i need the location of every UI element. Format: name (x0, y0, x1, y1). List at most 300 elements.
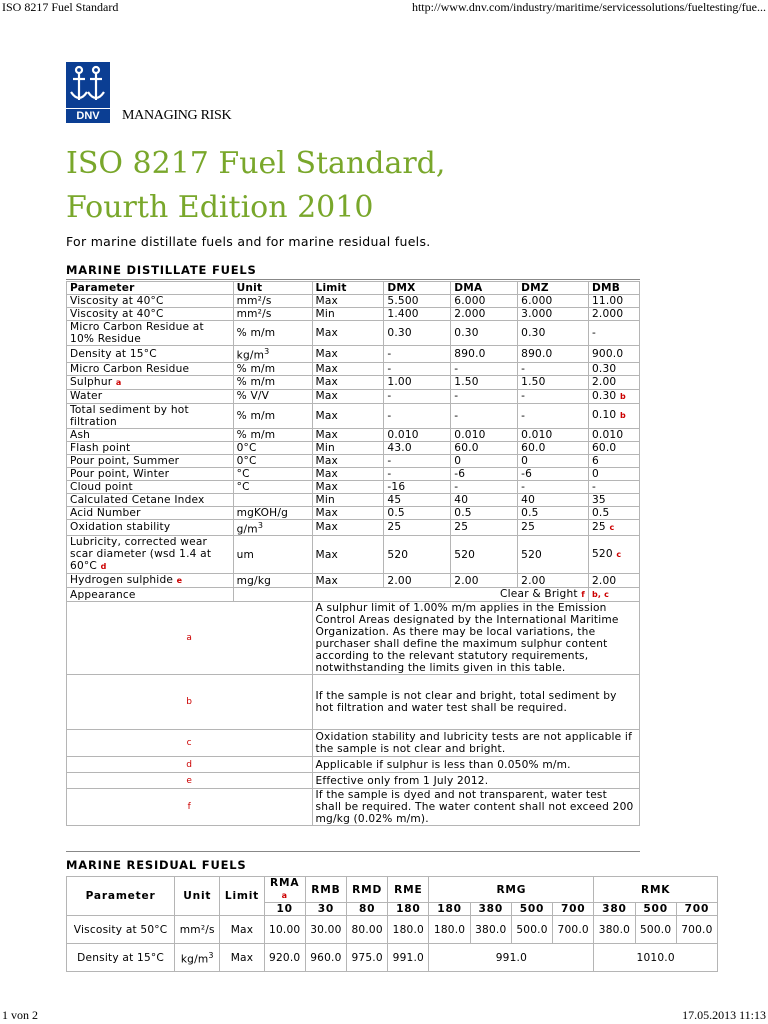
value-cell (451, 519, 518, 536)
parameter-cell (67, 506, 234, 519)
limit-cell: Max (220, 916, 264, 944)
unit-cell: $kg/m^3$ (233, 346, 312, 363)
value-text: 2.00 (591, 574, 617, 587)
footnote-marker: f (581, 590, 585, 600)
footnote-marker: c (616, 550, 622, 560)
value-cell (518, 403, 589, 428)
column-header: Unit (233, 282, 312, 295)
footnote-marker: b (619, 411, 626, 421)
value-cell (518, 362, 589, 375)
limit-cell: Max (312, 362, 384, 375)
column-header: DMX (384, 282, 451, 295)
value-text: 0.010 (387, 428, 419, 441)
value-cell (451, 308, 518, 321)
parameter-cell (67, 519, 234, 536)
table-row (67, 480, 640, 493)
unit-cell: % m/m (233, 321, 312, 346)
parameter-label: Density at 15°C (70, 347, 157, 360)
parameter-label: Flash point (70, 441, 131, 454)
table-row (67, 467, 640, 480)
value-cell: 500.0 (511, 916, 552, 944)
table-row (67, 295, 640, 308)
table-row (67, 588, 640, 602)
grade-header: 180 (429, 903, 470, 916)
value-cell (588, 428, 639, 441)
parameter-cell (67, 493, 234, 506)
limit-cell: Max (312, 403, 384, 428)
value-cell (451, 493, 518, 506)
value-cell (384, 506, 451, 519)
value-cell: 700.0 (676, 916, 717, 944)
grade-group-header (305, 877, 346, 903)
value-cell (518, 506, 589, 519)
tagline: MANAGING RISK (122, 108, 232, 123)
grade-group-name: RME (394, 883, 423, 896)
parameter-cell (67, 389, 234, 403)
unit-cell: mg/kg (233, 574, 312, 588)
limit-cell: Max (312, 480, 384, 493)
value-text: - (591, 480, 597, 493)
value-cell (518, 389, 589, 403)
grade-header: 30 (305, 903, 346, 916)
title-line-2: Fourth Edition 2010 (66, 190, 374, 225)
residual-table (66, 876, 718, 972)
value-text: 0.5 (591, 506, 610, 519)
unit-cell (233, 588, 312, 602)
parameter-label: Pour point, Winter (70, 467, 170, 480)
value-cell (384, 389, 451, 403)
value-cell (451, 454, 518, 467)
value-cell (451, 441, 518, 454)
value-cell (384, 493, 451, 506)
grade-group-header (594, 877, 718, 903)
footnote-text: If the sample is not clear and bright, total sediment by hot filtration and water test shall be required. (312, 675, 639, 730)
value-cell (451, 428, 518, 441)
parameter-cell (67, 308, 234, 321)
value-cell (384, 467, 451, 480)
footnote-marker: d (100, 562, 107, 572)
value-cell (451, 346, 518, 363)
unit-cell: °C (233, 467, 312, 480)
unit-cell: mm²/s (233, 295, 312, 308)
value-text: 0.010 (521, 428, 553, 441)
footnote-text: Applicable if sulphur is less than 0.050% m/m. (312, 757, 639, 773)
value-cell (384, 480, 451, 493)
table-row (67, 536, 640, 574)
parameter-cell (67, 574, 234, 588)
value-text: - (454, 480, 459, 493)
value-cell (384, 403, 451, 428)
parameter-cell (67, 467, 234, 480)
grade-group-name: RMD (352, 883, 383, 896)
footnote-row (67, 675, 640, 730)
value-cell (384, 574, 451, 588)
value-text: 520 (387, 548, 409, 561)
parameter-label: Viscosity at 40°C (70, 308, 164, 320)
divider (66, 851, 640, 852)
value-cell (518, 574, 589, 588)
column-header: Unit (175, 877, 220, 916)
value-text: 0.30 (521, 327, 546, 339)
limit-cell: Max (312, 346, 384, 363)
value-cell (384, 362, 451, 375)
footnote-row (67, 789, 640, 826)
parameter-cell (67, 454, 234, 467)
value-cell (384, 375, 451, 389)
value-cell (518, 441, 589, 454)
value-cell: 920.0 (264, 944, 305, 972)
value-text: 0.010 (591, 428, 624, 441)
value-cell (518, 480, 589, 493)
table-header-row (67, 282, 640, 295)
value-text: 890.0 (454, 347, 486, 360)
parameter-label: Sulphur (70, 375, 113, 388)
value-cell (588, 574, 639, 588)
value-text: - (387, 362, 392, 375)
parameter-label: Hydrogen sulphide (70, 574, 174, 587)
title-line-1: ISO 8217 Fuel Standard, (66, 146, 446, 181)
value-cell (384, 321, 451, 346)
value-text: 6.000 (454, 295, 486, 307)
value-cell (588, 588, 639, 602)
value-cell (588, 346, 639, 363)
value-text: -6 (454, 467, 466, 480)
footnote-marker: b (619, 391, 626, 401)
value-cell: 500.0 (635, 916, 676, 944)
value-text: 0.30 (591, 389, 617, 402)
column-header: DMA (451, 282, 518, 295)
grade-group-header (264, 877, 305, 903)
grade-header: 80 (347, 903, 388, 916)
value-text: - (454, 390, 459, 403)
parameter-label: Calculated Cetane Index (70, 493, 205, 506)
table-row (67, 362, 640, 375)
table-row (67, 916, 718, 944)
parameter-cell (67, 441, 234, 454)
column-header: Parameter (67, 877, 175, 916)
value-cell: 960.0 (305, 944, 346, 972)
limit-cell: Max (312, 321, 384, 346)
value-cell: 1010.0 (594, 944, 718, 972)
value-cell (451, 506, 518, 519)
value-text: 1.400 (387, 308, 419, 320)
value-text: 0 (591, 467, 599, 480)
value-text: - (387, 454, 392, 467)
parameter-label: Pour point, Summer (70, 454, 180, 467)
table-row (67, 428, 640, 441)
parameter-label: Ash (70, 428, 91, 441)
table-header-row (67, 877, 718, 903)
grade-header: 700 (553, 903, 594, 916)
value-text: 520 (591, 548, 613, 561)
parameter-cell (67, 403, 234, 428)
value-cell (451, 321, 518, 346)
table-row (67, 346, 640, 363)
table-row (67, 389, 640, 403)
parameter-cell (67, 362, 234, 375)
value-text: 25 (521, 521, 536, 534)
parameter-cell (67, 295, 234, 308)
grade-header: 10 (264, 903, 305, 916)
value-text: - (387, 467, 392, 480)
table-row (67, 403, 640, 428)
value-cell (518, 428, 589, 441)
table-row (67, 454, 640, 467)
column-header: Parameter (67, 282, 234, 295)
parameter-label: Total sediment by hot filtration (70, 403, 189, 428)
value-cell (588, 308, 639, 321)
value-text: - (454, 362, 459, 375)
value-cell (451, 536, 518, 574)
value-text: 60.0 (454, 441, 479, 454)
value-text: 0 (521, 454, 529, 467)
unit-cell: mm²/s (175, 916, 220, 944)
limit-cell: Max (220, 944, 264, 972)
value-cell (588, 321, 639, 346)
value-cell (451, 574, 518, 588)
value-cell (384, 346, 451, 363)
value-text: 2.00 (521, 574, 546, 587)
parameter-cell (67, 428, 234, 441)
value-cell (588, 389, 639, 403)
divider (66, 279, 640, 280)
value-text: 45 (387, 493, 402, 506)
column-header: DMZ (518, 282, 589, 295)
footnote-key: b (67, 675, 313, 730)
value-cell (384, 295, 451, 308)
value-cell (588, 454, 639, 467)
grade-header: 380 (594, 903, 635, 916)
value-cell (518, 295, 589, 308)
distillate-table (66, 281, 640, 826)
table-row (67, 321, 640, 346)
footnote-marker: a (281, 891, 288, 900)
print-header-url: http://www.dnv.com/industry/maritime/servicessolutions/fueltesting/fue... (411, 0, 766, 14)
limit-cell: Max (312, 295, 384, 308)
table-row (67, 506, 640, 519)
parameter-cell: Appearance (67, 588, 234, 602)
parameter-cell: Viscosity at 50°C (67, 916, 175, 944)
grade-header: 700 (676, 903, 717, 916)
footnote-key: f (67, 789, 313, 826)
unit-cell: % m/m (233, 362, 312, 375)
page-title (66, 142, 666, 230)
page-subtitle: For marine distillate fuels and for marine residual fuels. (66, 234, 431, 249)
value-cell (518, 519, 589, 536)
value-text: 520 (454, 548, 476, 561)
value-cell: 180.0 (429, 916, 470, 944)
value-cell: 380.0 (594, 916, 635, 944)
value-cell (588, 519, 639, 536)
grade-group-header (347, 877, 388, 903)
value-cell (588, 375, 639, 389)
unit-cell: % m/m (233, 375, 312, 389)
value-cell (451, 362, 518, 375)
value-text: 5.500 (387, 295, 419, 307)
value-text: - (521, 362, 526, 375)
dnv-logo (66, 62, 110, 122)
value-text: 11.00 (591, 295, 624, 307)
appearance-value: Clear & Bright (500, 588, 578, 601)
grade-header: 180 (388, 903, 429, 916)
distillate-heading: MARINE DISTILLATE FUELS (66, 263, 257, 277)
value-cell (588, 506, 639, 519)
value-text: - (591, 327, 597, 339)
value-cell (384, 428, 451, 441)
value-cell (384, 536, 451, 574)
limit-cell: Max (312, 454, 384, 467)
parameter-label: Acid Number (70, 506, 141, 519)
value-text: 0.30 (387, 327, 412, 339)
parameter-cell (67, 536, 234, 574)
footnote-row (67, 757, 640, 773)
footnote-key: c (67, 730, 313, 757)
parameter-cell (67, 321, 234, 346)
parameter-cell (67, 480, 234, 493)
value-cell (588, 441, 639, 454)
limit-cell: Max (312, 389, 384, 403)
grade-group-header (429, 877, 594, 903)
footnote-text: A sulphur limit of 1.00% m/m applies in the Emission Control Areas designated by the International Maritime Organization. As there may be local variations, the purchaser shall define the maximum sulphur content according to the relevant statutory requirements, notwithstanding the limits given in this table. (312, 602, 639, 675)
value-cell (451, 295, 518, 308)
print-header-title: ISO 8217 Fuel Standard (2, 0, 119, 14)
value-text: 40 (521, 493, 536, 506)
value-text: 0.10 (591, 409, 617, 422)
unit-cell: $kg/m^3$ (175, 944, 220, 972)
table-row (67, 493, 640, 506)
value-text: 60.0 (521, 441, 546, 454)
parameter-cell (67, 375, 234, 389)
footnote-marker: e (176, 576, 183, 586)
value-cell: 380.0 (470, 916, 511, 944)
table-row (67, 944, 718, 972)
value-cell (588, 403, 639, 428)
table-row (67, 308, 640, 321)
value-text: - (521, 390, 526, 403)
value-text: 890.0 (521, 347, 553, 360)
column-header: Limit (312, 282, 384, 295)
value-cell (518, 321, 589, 346)
unit-cell: % m/m (233, 403, 312, 428)
value-text: - (454, 409, 459, 422)
value-text: 2.000 (454, 308, 486, 320)
value-text: 25 (591, 520, 606, 533)
limit-cell: Max (312, 428, 384, 441)
logo-wordmark: DNV (66, 108, 110, 123)
footnote-key: e (67, 773, 313, 789)
value-cell (518, 308, 589, 321)
value-text: -6 (521, 467, 533, 480)
grade-group-header (388, 877, 429, 903)
limit-cell: Min (312, 493, 384, 506)
value-cell (518, 375, 589, 389)
value-cell (518, 467, 589, 480)
value-text: 43.0 (387, 441, 412, 454)
value-cell: 991.0 (388, 944, 429, 972)
footnote-key: a (67, 602, 313, 675)
value-cell (588, 480, 639, 493)
limit-cell: Max (312, 536, 384, 574)
limit-cell: Max (312, 574, 384, 588)
value-text: 1.50 (521, 376, 546, 389)
value-text: 25 (454, 521, 469, 534)
unit-cell: mgKOH/g (233, 506, 312, 519)
value-cell: 975.0 (347, 944, 388, 972)
value-text: 1.00 (387, 376, 412, 389)
value-text: 900.0 (591, 347, 624, 360)
value-text: 60.0 (591, 441, 617, 454)
unit-cell: $g/m^3$ (233, 519, 312, 536)
parameter-cell (67, 346, 234, 363)
value-cell (588, 295, 639, 308)
value-cell (518, 454, 589, 467)
unit-cell: mm²/s (233, 308, 312, 321)
anchor-icon (66, 62, 110, 108)
value-text: 0.5 (521, 506, 539, 519)
value-cell (451, 375, 518, 389)
value-cell (384, 454, 451, 467)
value-cell: 991.0 (429, 944, 594, 972)
print-footer-date: 17.05.2013 11:13 (682, 1008, 766, 1022)
parameter-cell: Density at 15°C (67, 944, 175, 972)
value-text: 6.000 (521, 295, 553, 307)
value-cell (451, 403, 518, 428)
value-text: 520 (521, 548, 542, 561)
table-row (67, 574, 640, 588)
value-text: 40 (454, 493, 469, 506)
value-text: - (521, 409, 526, 422)
grade-header: 500 (511, 903, 552, 916)
value-text: 2.00 (454, 574, 479, 587)
column-header: DMB (588, 282, 639, 295)
grade-header: 500 (635, 903, 676, 916)
value-cell (518, 493, 589, 506)
value-cell: 700.0 (553, 916, 594, 944)
unit-cell: % m/m (233, 428, 312, 441)
value-cell: 10.00 (264, 916, 305, 944)
value-text: 0.5 (387, 506, 405, 519)
value-cell (588, 493, 639, 506)
value-text: -16 (387, 480, 406, 493)
value-cell (588, 536, 639, 574)
value-cell (518, 346, 589, 363)
value-cell (451, 389, 518, 403)
table-row (67, 375, 640, 389)
value-text: 0.30 (454, 327, 479, 339)
parameter-label: Micro Carbon Residue at 10% Residue (70, 321, 204, 345)
value-cell (518, 536, 589, 574)
grade-header: 380 (470, 903, 511, 916)
value-cell (384, 308, 451, 321)
value-text: 2.00 (387, 574, 412, 587)
print-footer-page: 1 von 2 (2, 1008, 38, 1022)
value-cell (451, 467, 518, 480)
limit-cell: Max (312, 467, 384, 480)
value-text: 6 (591, 454, 599, 467)
footnote-text: Effective only from 1 July 2012. (312, 773, 639, 789)
parameter-label: Lubricity, corrected wear scar diameter (wsd 1.4 at 60°C (70, 536, 212, 573)
grade-group-name: RMG (496, 883, 527, 896)
unit-cell: °C (233, 480, 312, 493)
unit-cell: 0°C (233, 454, 312, 467)
footnote-row (67, 602, 640, 675)
unit-cell: um (233, 536, 312, 574)
parameter-label: Water (70, 390, 103, 403)
value-text: 3.000 (521, 308, 553, 320)
footnote-text: Oxidation stability and lubricity tests are not applicable if the sample is not clear and bright. (312, 730, 639, 757)
footnote-text: If the sample is dyed and not transparent, water test shall be required. The water content shall not exceed 200 mg/kg (0.02% m/m). (312, 789, 639, 826)
value-cell (588, 362, 639, 375)
